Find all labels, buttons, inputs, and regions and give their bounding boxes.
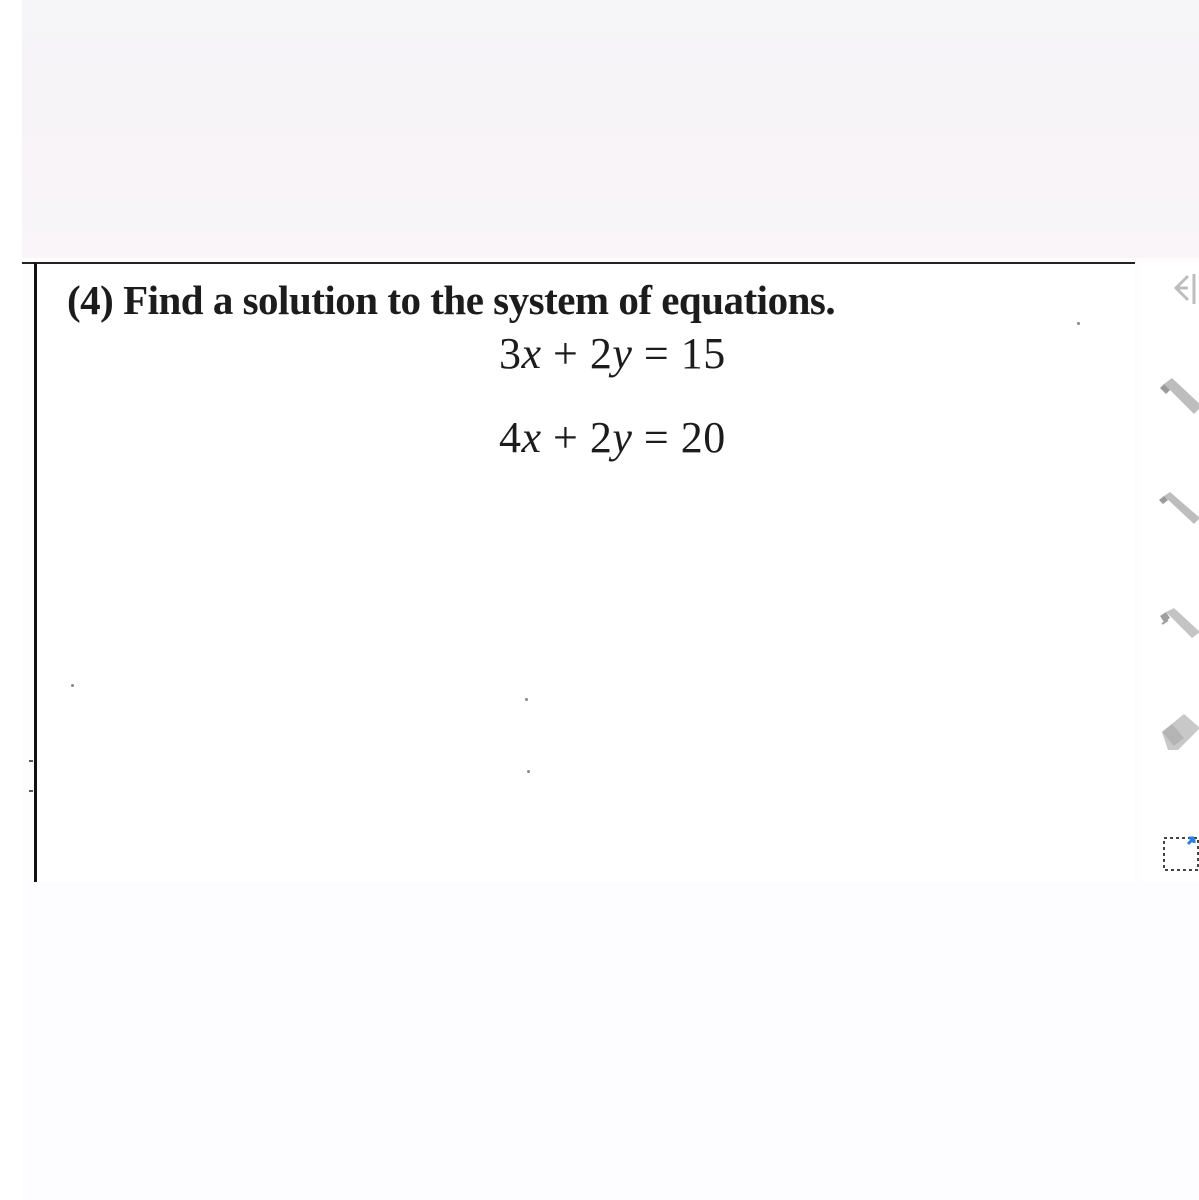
bottom-empty-area [22, 882, 1199, 1200]
text-tool-button[interactable] [1154, 270, 1199, 320]
scan-speck [1077, 322, 1080, 325]
problem-number: (4) [67, 277, 114, 323]
margin-tick [29, 760, 33, 762]
variable: y [612, 329, 633, 378]
equals-sign: = [643, 329, 670, 378]
pen-icon [1154, 488, 1199, 538]
coefficient: 4 [499, 413, 522, 462]
variable: x [521, 413, 542, 462]
text-tool-icon [1154, 270, 1199, 310]
scan-speck [525, 698, 528, 701]
scan-speck [527, 770, 530, 773]
coefficient: 3 [499, 329, 522, 378]
operator: + [553, 413, 579, 462]
select-region-button[interactable] [1154, 828, 1199, 878]
problem-prompt: Find a solution to the system of equations. [123, 277, 836, 323]
constant: 15 [680, 329, 726, 378]
equation-2 [499, 412, 726, 463]
operator: + [553, 329, 579, 378]
highlighter-icon [1154, 602, 1199, 652]
select-region-icon [1154, 828, 1199, 878]
variable: x [521, 329, 542, 378]
top-empty-area [22, 0, 1199, 258]
equals-sign: = [643, 413, 670, 462]
equation-1 [499, 328, 726, 379]
constant: 20 [680, 413, 726, 462]
highlighter-button[interactable] [1154, 602, 1199, 652]
left-gutter [0, 0, 22, 1200]
eraser-icon [1154, 710, 1199, 760]
coefficient: 2 [589, 413, 613, 462]
problem-statement [67, 276, 835, 324]
annotation-toolbar [1140, 262, 1199, 882]
eraser-button[interactable] [1154, 710, 1199, 760]
marker-icon [1154, 374, 1199, 424]
coefficient: 2 [589, 329, 613, 378]
margin-tick [29, 790, 33, 792]
variable: y [612, 413, 633, 462]
marker-button[interactable] [1154, 374, 1199, 424]
pen-button[interactable] [1154, 488, 1199, 538]
scan-speck [71, 684, 74, 687]
worksheet-page[interactable] [34, 262, 1135, 884]
